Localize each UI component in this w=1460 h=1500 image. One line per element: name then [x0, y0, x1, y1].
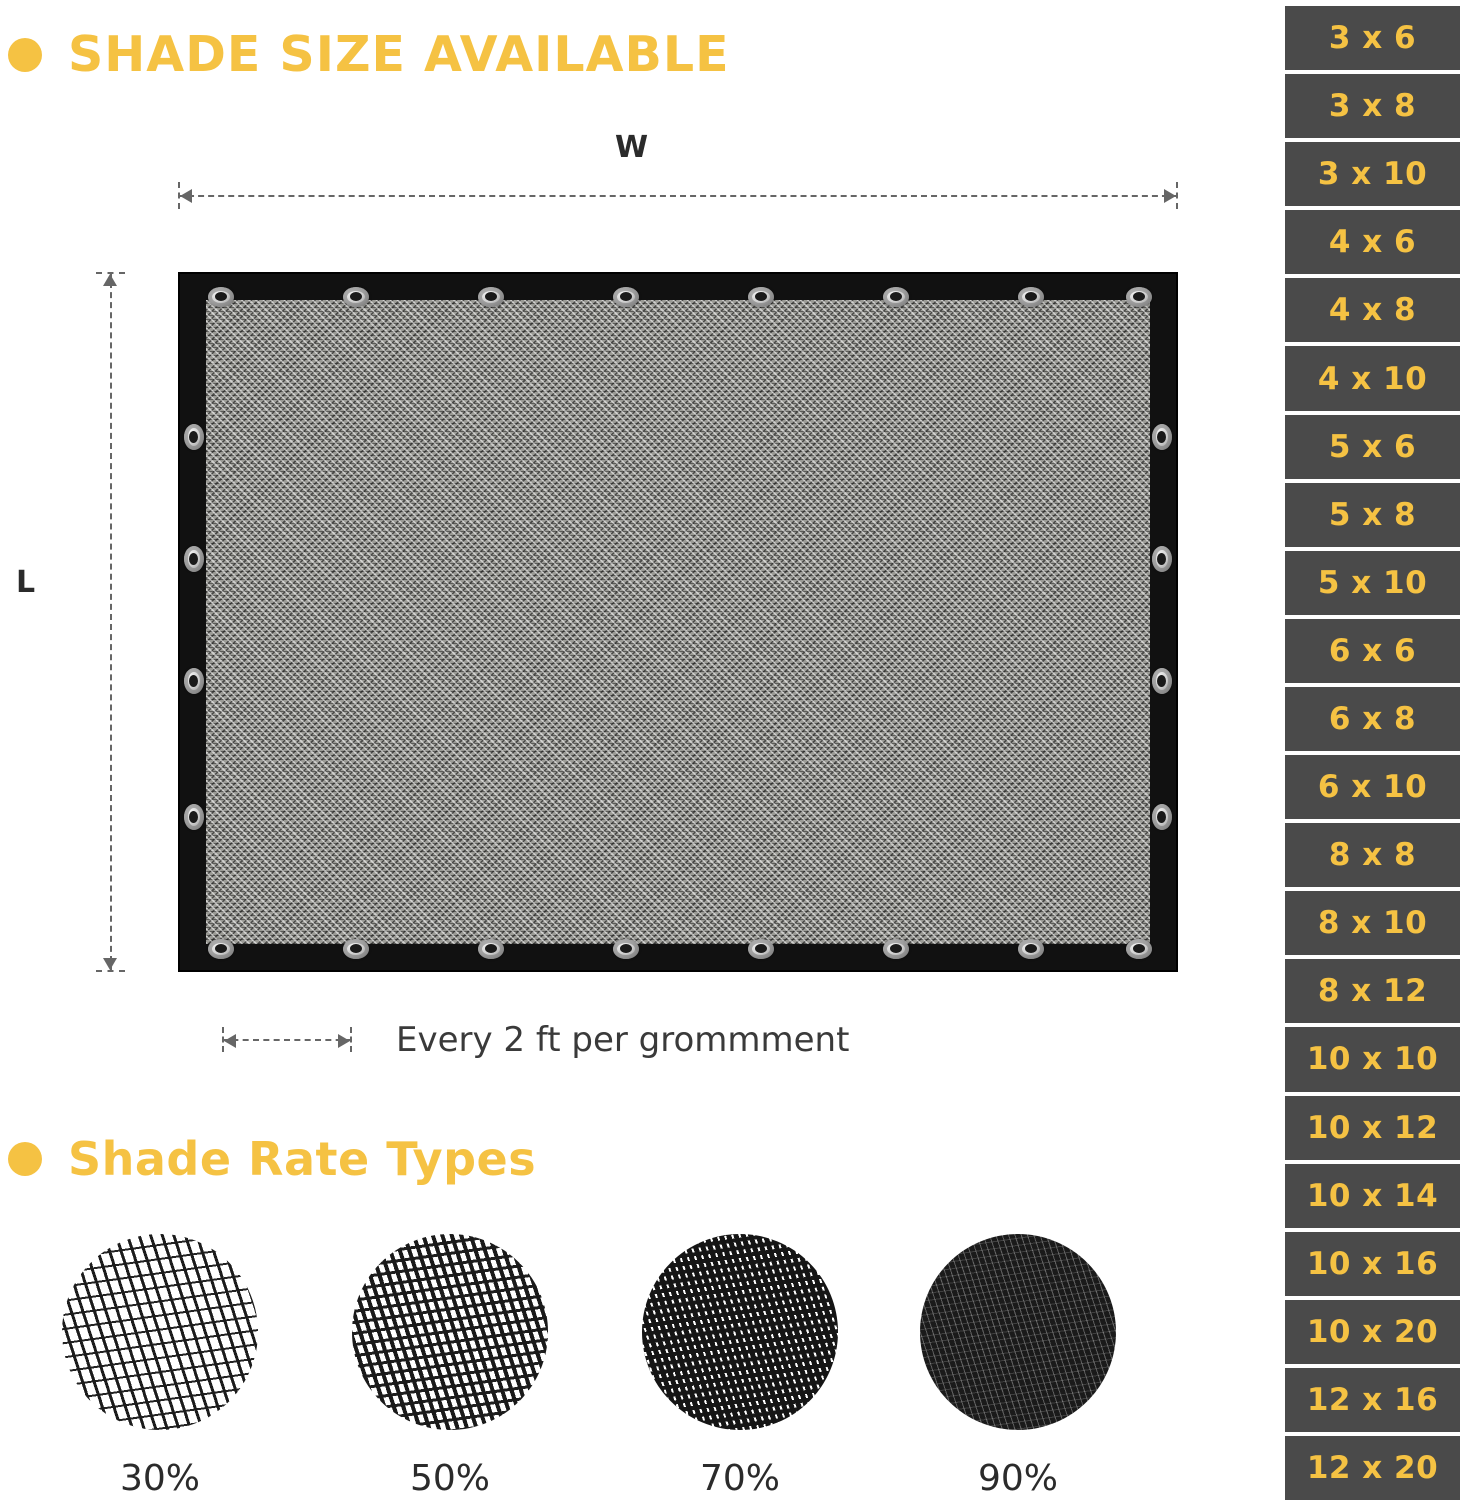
length-dimension-line [96, 272, 126, 972]
grommet [208, 287, 234, 307]
size-chip: 3 x 8 [1285, 74, 1460, 138]
width-arrow-left-icon [180, 189, 192, 203]
grommet [1152, 668, 1172, 694]
grommet [478, 939, 504, 959]
size-chip: 10 x 14 [1285, 1164, 1460, 1228]
grommet [613, 287, 639, 307]
shade-rate-label: 30% [119, 1458, 200, 1499]
grommet [184, 804, 204, 830]
width-dimension-line [178, 182, 1178, 210]
grommet [208, 939, 234, 959]
size-chip: 4 x 10 [1285, 346, 1460, 410]
size-chip: 10 x 16 [1285, 1232, 1460, 1296]
shade-size-heading [8, 26, 730, 83]
shade-cloth-illustration [178, 272, 1178, 972]
shade-rate-label: 50% [409, 1458, 490, 1499]
shade-rate-item [60, 1234, 260, 1499]
shade-rate-item [640, 1234, 840, 1499]
size-chip: 6 x 8 [1285, 687, 1460, 751]
grommet-spacing-arrow-left-icon [224, 1034, 236, 1048]
grommet [748, 287, 774, 307]
grommet [883, 939, 909, 959]
shade-rate-item [918, 1234, 1118, 1499]
grommet [1126, 287, 1152, 307]
grommet-spacing-arrow-right-icon [338, 1034, 350, 1048]
bullet-dot-icon [8, 38, 42, 72]
shade-mesh-fabric [206, 300, 1150, 944]
size-chip: 5 x 6 [1285, 415, 1460, 479]
grommet [1152, 424, 1172, 450]
grommet-spacing-tick-right [350, 1027, 352, 1052]
shade-size-heading-label: SHADE SIZE AVAILABLE [68, 26, 730, 83]
shade-rate-swatch-list [60, 1234, 1130, 1499]
length-arrow-down-icon [103, 958, 117, 970]
grommet [1018, 287, 1044, 307]
shade-rate-swatch-30 [62, 1234, 258, 1430]
grommet [184, 668, 204, 694]
size-chip: 12 x 20 [1285, 1436, 1460, 1500]
length-arrow-up-icon [103, 274, 117, 286]
grommet-spacing-text: Every 2 ft per grommment [396, 1020, 850, 1060]
size-chip: 4 x 6 [1285, 210, 1460, 274]
size-chip: 10 x 20 [1285, 1300, 1460, 1364]
available-size-list [1285, 0, 1460, 1500]
grommet [883, 287, 909, 307]
shade-rate-swatch-50 [352, 1234, 548, 1430]
width-tick-right [1176, 182, 1178, 209]
size-chip: 12 x 16 [1285, 1368, 1460, 1432]
grommet-spacing-rule [222, 1039, 352, 1041]
size-chip: 8 x 12 [1285, 959, 1460, 1023]
size-chip: 10 x 12 [1285, 1096, 1460, 1160]
grommet [1018, 939, 1044, 959]
size-chip: 4 x 8 [1285, 278, 1460, 342]
size-chip: 5 x 8 [1285, 483, 1460, 547]
shade-rate-swatch-90 [920, 1234, 1116, 1430]
grommet [613, 939, 639, 959]
length-tick-bottom [96, 970, 125, 972]
grommet [1126, 939, 1152, 959]
grommet [1152, 804, 1172, 830]
grommet [343, 939, 369, 959]
grommet [1152, 546, 1172, 572]
grommet [343, 287, 369, 307]
size-chip: 6 x 10 [1285, 755, 1460, 819]
size-chip: 8 x 8 [1285, 823, 1460, 887]
size-chip: 10 x 10 [1285, 1027, 1460, 1091]
grommet [748, 939, 774, 959]
length-label: L [16, 565, 36, 600]
size-chip: 6 x 6 [1285, 619, 1460, 683]
length-dimension-rule [110, 272, 112, 972]
shade-rate-label: 70% [699, 1458, 780, 1499]
shade-rate-heading-label: Shade Rate Types [68, 1132, 537, 1186]
grommet [478, 287, 504, 307]
size-chip: 3 x 10 [1285, 142, 1460, 206]
shade-rate-label: 90% [977, 1458, 1058, 1499]
size-chip: 8 x 10 [1285, 891, 1460, 955]
size-chip: 3 x 6 [1285, 6, 1460, 70]
size-chip: 5 x 10 [1285, 551, 1460, 615]
width-label: W [615, 130, 649, 165]
grommet [184, 424, 204, 450]
shade-rate-swatch-70 [642, 1234, 838, 1430]
shade-rate-heading [8, 1132, 536, 1186]
bullet-dot-icon [8, 1142, 42, 1176]
grommet [184, 546, 204, 572]
width-arrow-right-icon [1164, 189, 1176, 203]
grommet-spacing-note [222, 1020, 849, 1060]
shade-rate-item [350, 1234, 550, 1499]
grommet-spacing-dimension [222, 1027, 352, 1053]
width-dimension-rule [178, 195, 1178, 197]
